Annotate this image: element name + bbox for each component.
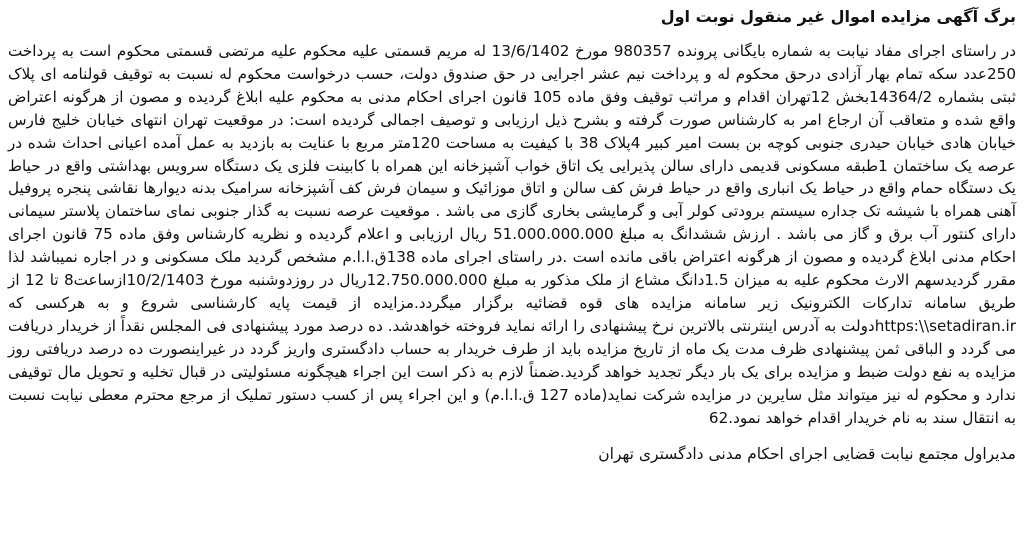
notice-title: برگ آگهی مزایده اموال غیر منقول نوبت اول	[660, 7, 1016, 26]
notice-signature: مدیراول مجتمع نیابت قضایی اجرای احکام مدنی دادگستری تهران	[598, 445, 1016, 464]
notice-body: در راستای اجرای مفاد نیابت به شماره بایگانی پرونده 980357 مورخ 13/6/1402 له مریم قسمتی علیه محکوم علیه مرتضی قسمتی محکوم است به پرداخت 250عدد سکه تمام بهار آزادی درحق محکوم له و پرداخت نیم عشر اجرایی در حق صندوق دولت، حسب درخواست محکوم له نسبت به توقیف قولنامه ای پلاک ثبتی بشماره 14364/2بخش 12تهران اقدام و مراتب توقیف وفق ماده 105 قانون اجرای احکام مدنی به محکوم علیه ابلاغ گردیده و مصون از هرگونه اعتراض واقع شده و متعاقب آن ارجاع امر به کارشناس صورت گرفته و بشرح ذیل ارزیابی و توصیف اجمالی گردیده است: در موقعیت تهران انتهای خیابان خلیج فارس خیابان هادی خیابان حیدری جنوبی کوچه بن بست امیر کبیر 4پلاک 38 با کیفیت به مساحت 120متر مربع با عنایت به بازدید به عمل آمده اعیانی احداث شده در عرصه یک ساختمان 1طبقه مسکونی قدیمی دارای سالن پذیرایی یک اتاق خواب آشپزخانه این همراه با کابینت فلزی یک دستگاه سرویس بهداشتی واقع در حیاط یک دستگاه حمام واقع در حیاط یک انباری واقع در حیاط فرش کف سالن و اتاق موزائیک و سیمان فرش کف آشپزخانه سرامیک بدنه دیوارها نقاشی پنجره پروفیل آهنی همراه با شیشه تک جداره سیستم برودتی کولر آبی و گرمایشی بخاری گازی می باشد . موقعیت عرصه نسبت به گذار جنوبی نمای ساختمان پلاستر سیمانی دارای کنتور آب برق و گاز می باشد . ارزش ششدانگ به مبلغ 51.000.000.000 ریال ارزیابی و اعلام گردیده و نظریه کارشناس وفق ماده 75 قانون اجرای احکام مدنی ابلاغ گردیده و مصون از هرگونه اعتراض باقی مانده است .در راستای اجرای ماده 138ق.ا.ا.م مشخص گردید ملک مسکونی و در اجاره نمیباشد لذا مقرر گردیدسهم الارث محکوم علیه به میزان 1.5دانگ مشاع از ملک مذکور به مبلغ 12.750.000.000ریال در روزدوشنبه مورخ 10/2/1403ازساعت8 تا 12 از طریق سامانه تدارکات الکترونیک زیر سامانه مزایده های قوه قضائیه برگزار میگردد.مزایده از قیمت پایه کارشناسی شروع و به هرکسی که https:\\setadiran.irدولت به آدرس اینترنتی بالاترین نرخ پیشنهادی را ارائه نماید فروخته خواهدشد. ده درصد مورد پیشنهادی فی المجلس نقداً از خریدار دریافت می گردد و الباقی ثمن پیشنهادی ظرف مدت یک ماه از تاریخ مزایده باید از طرف خریدار به حساب دادگستری واریز گردد در غیراینصورت ده درصد دریافتی روز مزایده به نفع دولت ضبط و مزایده برای یک بار دیگر تجدید خواهد گردید.ضمناً لازم به ذکر است این اجراء هیچگونه مسئولیتی در قبال تخلیه و تحویل مال توقیفی ندارد و محکوم له نیز میتواند مثل سایرین در مزایده شرکت نماید(ماده 127 ق.ا.ا.م) و این اجراء پس از کسب دستور تملیک از مرجع محترم معطی نیابت نسبت به انتقال سند به نام خریدار اقدام خواهد نمود.62	[8, 42, 1017, 427]
